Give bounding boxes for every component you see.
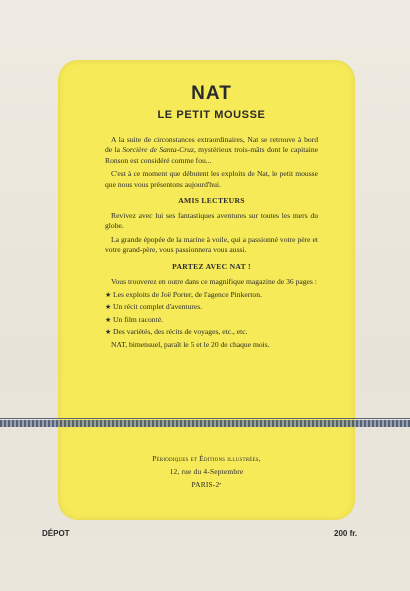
depot-label: DÉPOT bbox=[42, 529, 70, 538]
list-item: ★ Des variétés, des récits de voyages, etc., etc. bbox=[105, 327, 248, 337]
divider-line bbox=[0, 418, 410, 419]
readers-paragraph-2: La grande épopée de la marine à voile, qui a passionné votre père et votre grand-père, vous passionnera vous aussi. bbox=[105, 234, 318, 255]
list-item: ★ Les exploits de Joë Porter, de l'agence Pinkerton. bbox=[105, 290, 262, 300]
publisher-city: PARIS-2ᵉ bbox=[191, 480, 222, 489]
readers-heading: AMIS LECTEURS bbox=[178, 196, 245, 206]
list-item: ★ Un film raconté. bbox=[105, 314, 163, 324]
partez-intro: Vous trouverez en outre dans ce magnifique magazine de 36 pages : bbox=[111, 276, 317, 286]
list-item: ★ Un récit complet d'aventures. bbox=[105, 302, 203, 312]
star-icon: ★ bbox=[105, 328, 112, 337]
intro-text-b: , mystérieux trois-mâts dont le capitaine Ronson est considéré comme fou... bbox=[105, 145, 319, 165]
publication-frequency: NAT, bimensuel, paraît le 5 et le 20 de chaque mois. bbox=[111, 339, 270, 349]
price-label: 200 fr. bbox=[334, 529, 358, 538]
intro-text-a: A la suite de circonstances extraordinaires, Nat se retrouve à bord de la bbox=[105, 135, 318, 155]
hatched-divider bbox=[0, 420, 410, 427]
star-icon: ★ bbox=[105, 291, 112, 300]
publisher-name: Périodiques et Éditions illustrées, bbox=[152, 454, 261, 463]
star-icon: ★ bbox=[105, 315, 112, 324]
magazine-subtitle: LE PETIT MOUSSE bbox=[157, 109, 266, 121]
star-icon: ★ bbox=[105, 303, 112, 312]
partez-heading: PARTEZ AVEC NAT ! bbox=[172, 261, 251, 271]
intro-paragraph-2: C'est à ce moment que débutent les exploits de Nat, le petit mousse que nous vous présentons aujourd'hui. bbox=[105, 169, 318, 189]
ship-name: Sorcière de Santa-Cruz bbox=[122, 145, 194, 155]
readers-paragraph-1: Revivez avec lui ses fantastiques aventures sur toutes les mers du globe. bbox=[105, 211, 318, 231]
publisher-address: 12, rue du 4-Septembre bbox=[169, 467, 244, 476]
panel-content bbox=[105, 84, 318, 353]
publisher-block bbox=[58, 452, 355, 491]
magazine-title: NAT bbox=[191, 83, 232, 104]
intro-paragraph-1 bbox=[105, 135, 318, 166]
features-list bbox=[105, 290, 318, 338]
